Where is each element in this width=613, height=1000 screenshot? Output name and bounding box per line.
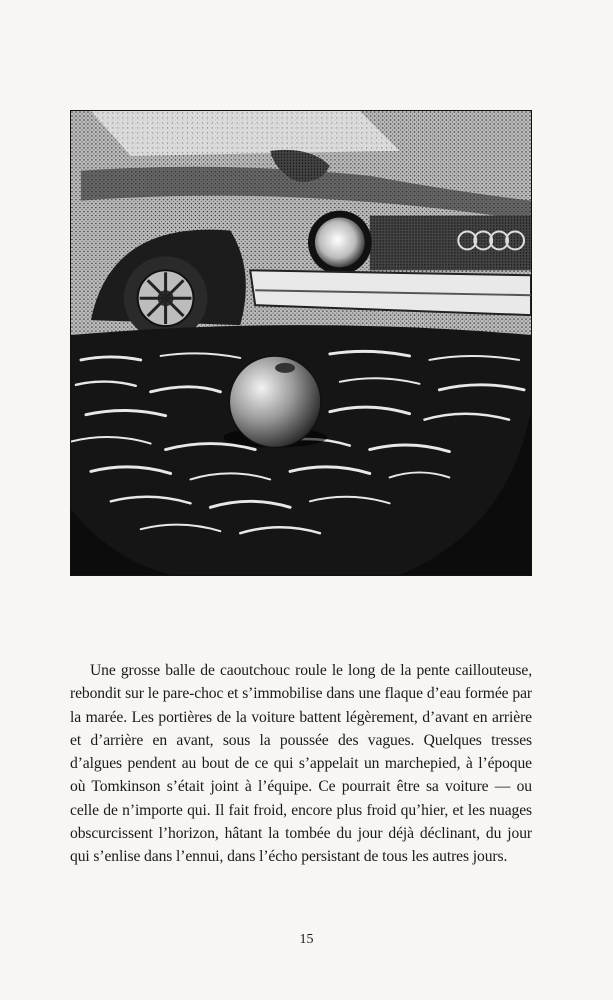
body-paragraph: Une grosse balle de caoutchouc roule le long de la pente caillouteuse, rebondit sur le pare-choc et s’immobilise dans une flaque d’eau formée par la marée. Les portières de la voiture battent légèrement, d’avant en arrière et d’arrière en avant, sous la poussée des vagues. Quelques tresses d’algues pendent au bout de ce qui s’appelait un marchepied, à l’époque où Tomkinson s’était joint à l’équipe. Ce pourrait être sa voiture — ou celle de n’importe qui. Il fait froid, encore plus froid qu’hier, et les nuages obscurcissent l’horizon, hâtant la tombée du jour déjà déclinant, du jour qui s’enlise dans l’ennui, dans l’écho persistant de tous les autres jours. <box>70 662 532 866</box>
car-flood-engraving <box>71 111 531 575</box>
flood-water <box>71 325 531 575</box>
engraving-illustration <box>70 110 532 576</box>
page-number: 15 <box>299 932 314 947</box>
